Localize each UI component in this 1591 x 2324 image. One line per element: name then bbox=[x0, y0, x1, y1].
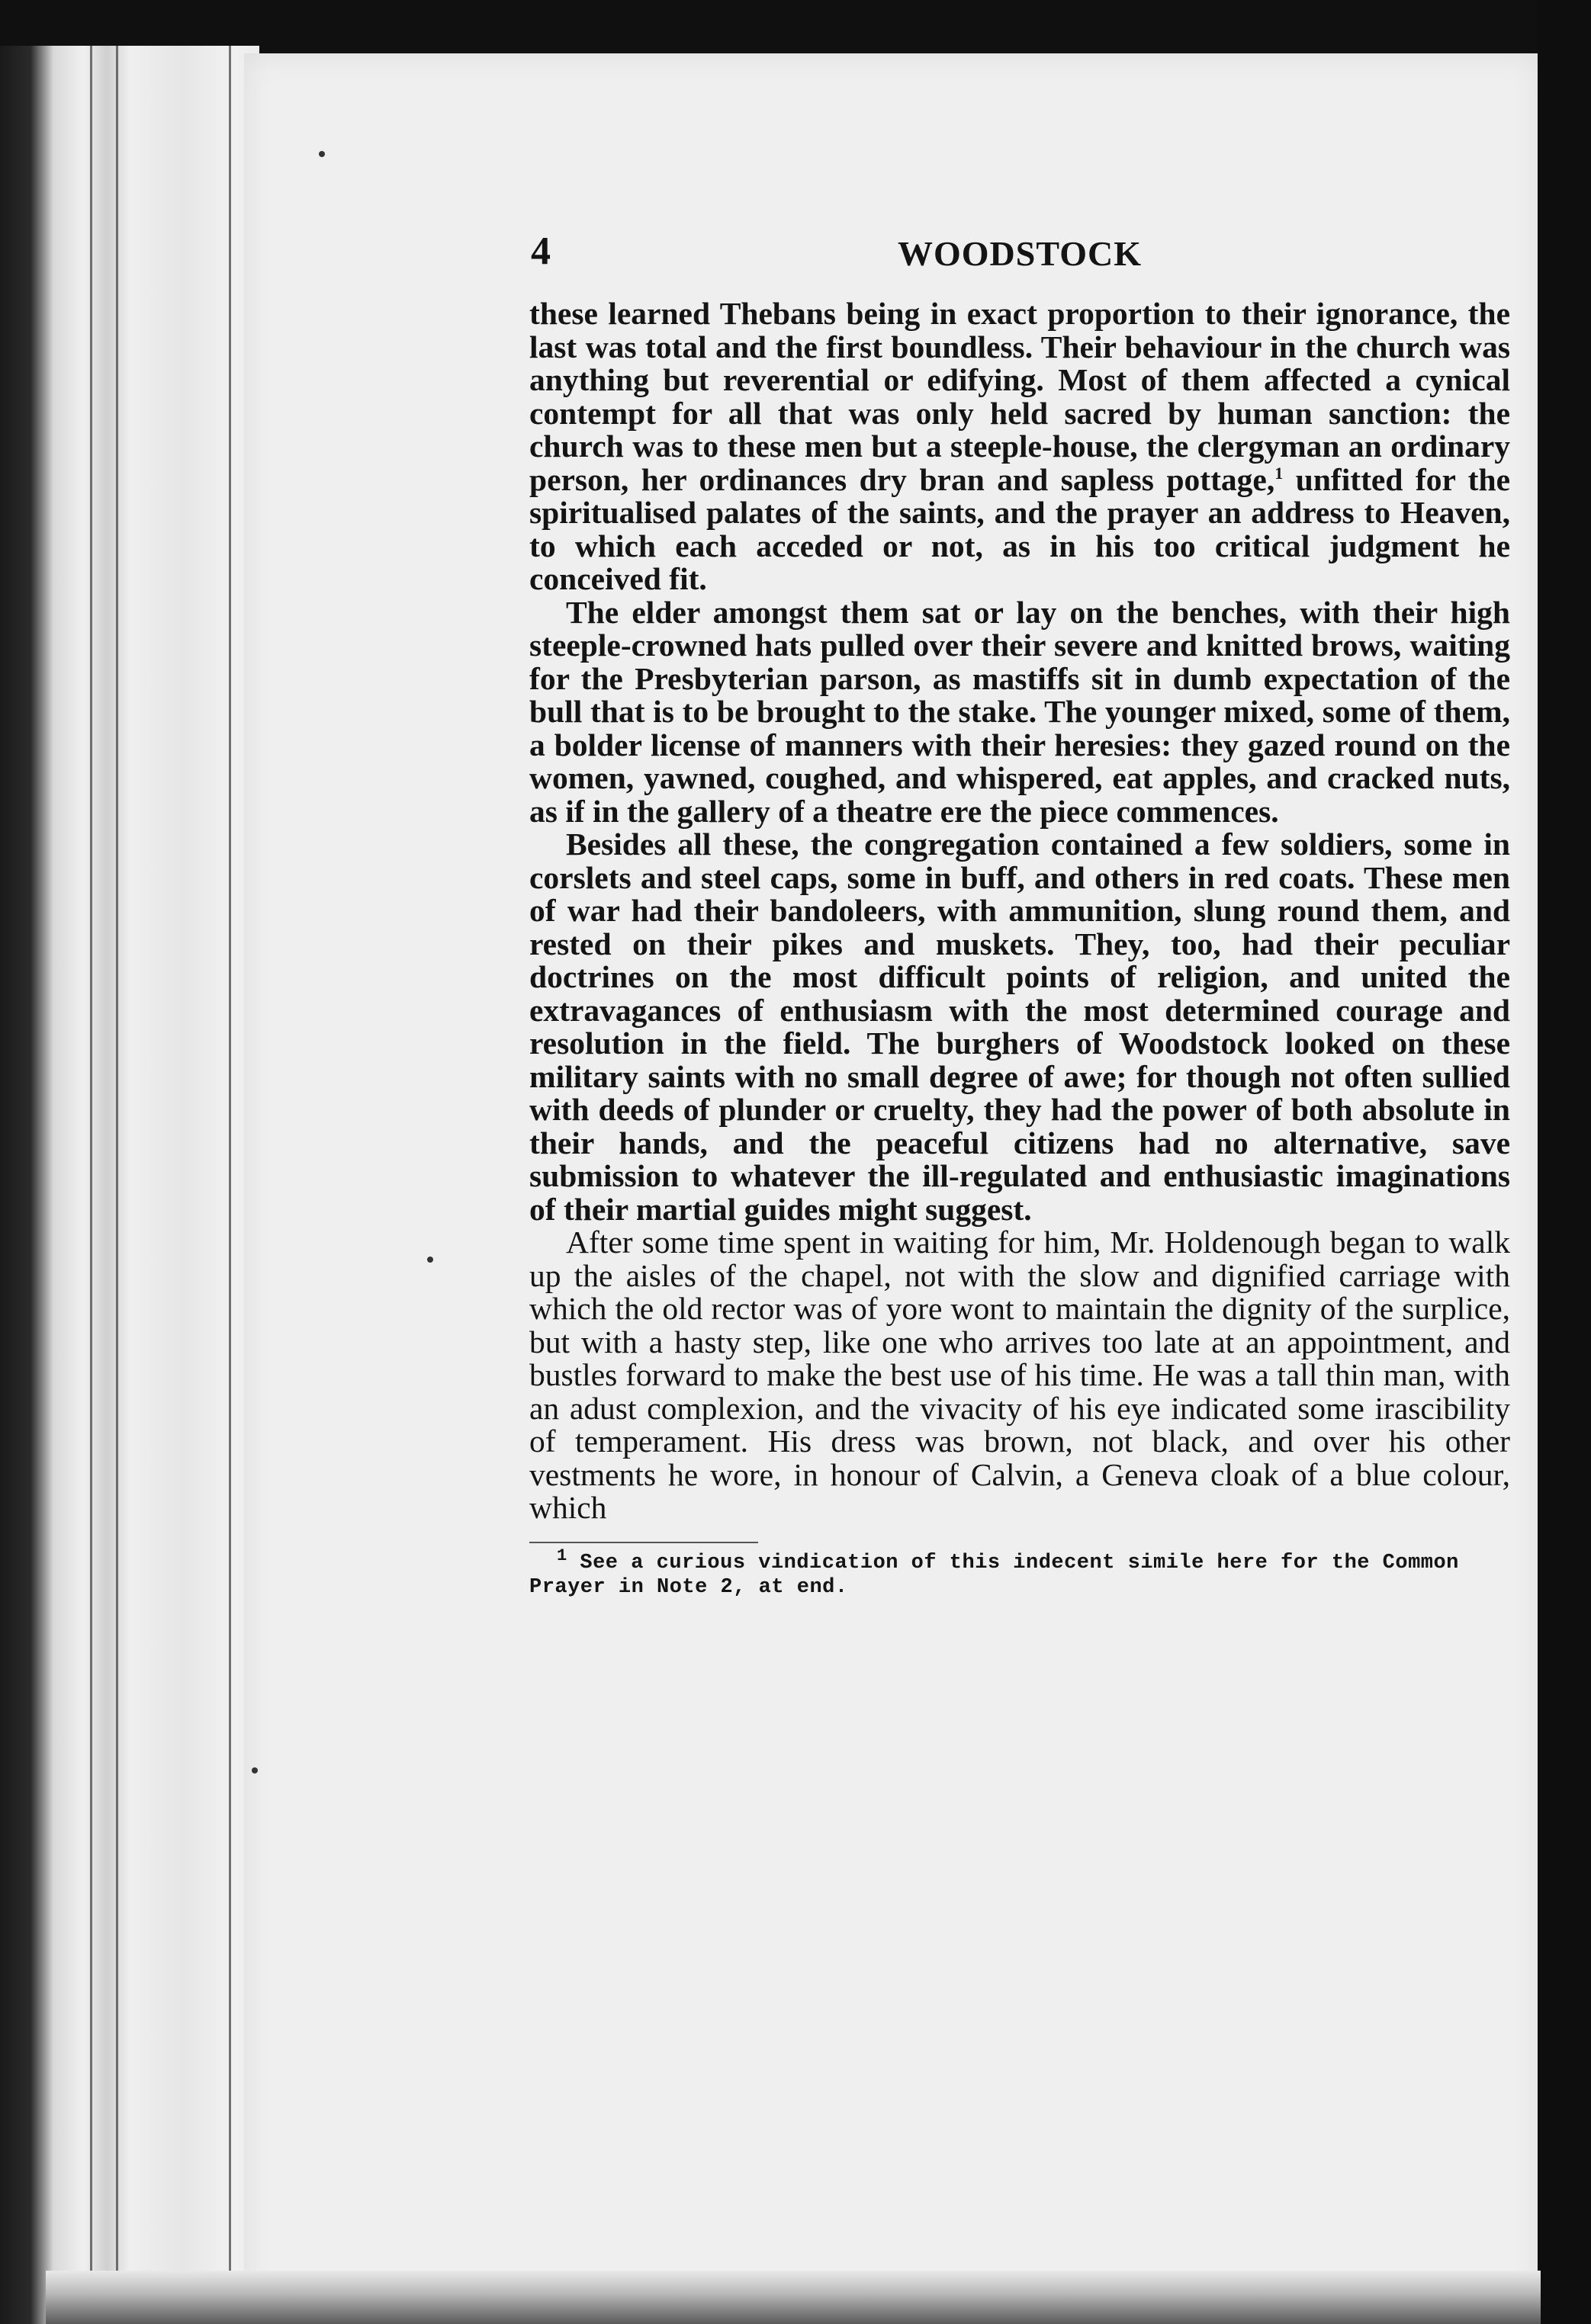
scan-bottom-border bbox=[46, 2271, 1541, 2324]
body-text bbox=[529, 297, 1510, 1525]
page-number: 4 bbox=[531, 230, 551, 273]
scan-speck bbox=[427, 1257, 433, 1263]
paragraph-1-part1: these learned Thebans being in exact proportion to their ignorance, the last was total and the first boundless. Their behaviour in the church was anything but reverential or edifying. Most of them affected a cynical contempt for all that was only held sacred by human sanction: the church was to these men but a steeple-house, the clergyman an ordinary person, her ordinances dry bran and sapless pottage, bbox=[529, 296, 1510, 497]
paragraph-2: The elder amongst them sat or lay on the benches, with their high steeple-crowned hats pulled over their severe and knitted brows, waiting for the Presbyterian parson, as mastiffs sit in dumb expectation of the bull that is to be brought to the stake. The younger mixed, some of them, a bolder license of manners with their heresies: they gazed round on the women, yawned, coughed, and whispered, eat apples, and cracked nuts, as if in the gallery of a theatre ere the piece commences. bbox=[529, 594, 1510, 829]
paragraph-1 bbox=[529, 297, 1510, 596]
running-head: WOODSTOCK bbox=[898, 234, 1142, 273]
page-content bbox=[529, 229, 1510, 1620]
paragraph-1-part2: unfitted for the spiritualised palates of the saints, and the prayer an address to Heaven, to which each acceded or not, as in his too critical judgment he conceived fit. bbox=[529, 461, 1510, 596]
scan-right-border bbox=[1538, 0, 1591, 2324]
footnote-reference: 1 bbox=[1274, 463, 1284, 483]
paragraph-3: Besides all these, the congregation contained a few soldiers, some in corslets and steel caps, some in buff, and others in red coats. These men of war had their bandoleers, with ammunition, slung round them, and rested on their pikes and muskets. They, too, had their peculiar doctrines on the most difficult points of religion, and united the extravagances of enthusiasm with the most determined courage and resolution in the field. The burghers of Woodstock looked on these military saints with no small degree of awe; for though not often sullied with deeds of plunder or cruelty, they had the power of both absolute in their hands, and the peaceful citizens had no alternative, save submission to whatever the ill-regulated and enthusiastic imaginations of their martial guides might suggest. bbox=[529, 827, 1510, 1227]
page-header bbox=[529, 229, 1510, 297]
page-edge-line bbox=[229, 46, 231, 2324]
scan-speck bbox=[319, 151, 325, 157]
footnote bbox=[529, 1546, 1510, 1600]
paragraph-4: After some time spent in waiting for him, Mr. Holdenough began to walk up the aisles of the chapel, not with the slow and dignified carriage with which the old rector was of yore wont to maintain the dignity of the surplice, but with a hasty step, like one who arrives too late at an appointment, and bustles forward to make the best use of his time. He was a tall thin man, with an adust complexion, and the vivacity of his eye indicated some irascibility of temperament. His dress was brown, not black, and over his other vestments he wore, in honour of Calvin, a Geneva cloak of a blue colour, which bbox=[529, 1225, 1510, 1525]
page-edge-line bbox=[90, 46, 92, 2324]
footnote-rule bbox=[529, 1542, 758, 1543]
page-stack-edges bbox=[0, 46, 259, 2324]
page-edge-line bbox=[116, 46, 118, 2324]
footnote-text: See a curious vindication of this indecent simile here for the Common Prayer in Note 2, at end. bbox=[529, 1551, 1459, 1599]
footnote-mark: 1 bbox=[557, 1546, 567, 1565]
scan-speck bbox=[252, 1767, 258, 1773]
